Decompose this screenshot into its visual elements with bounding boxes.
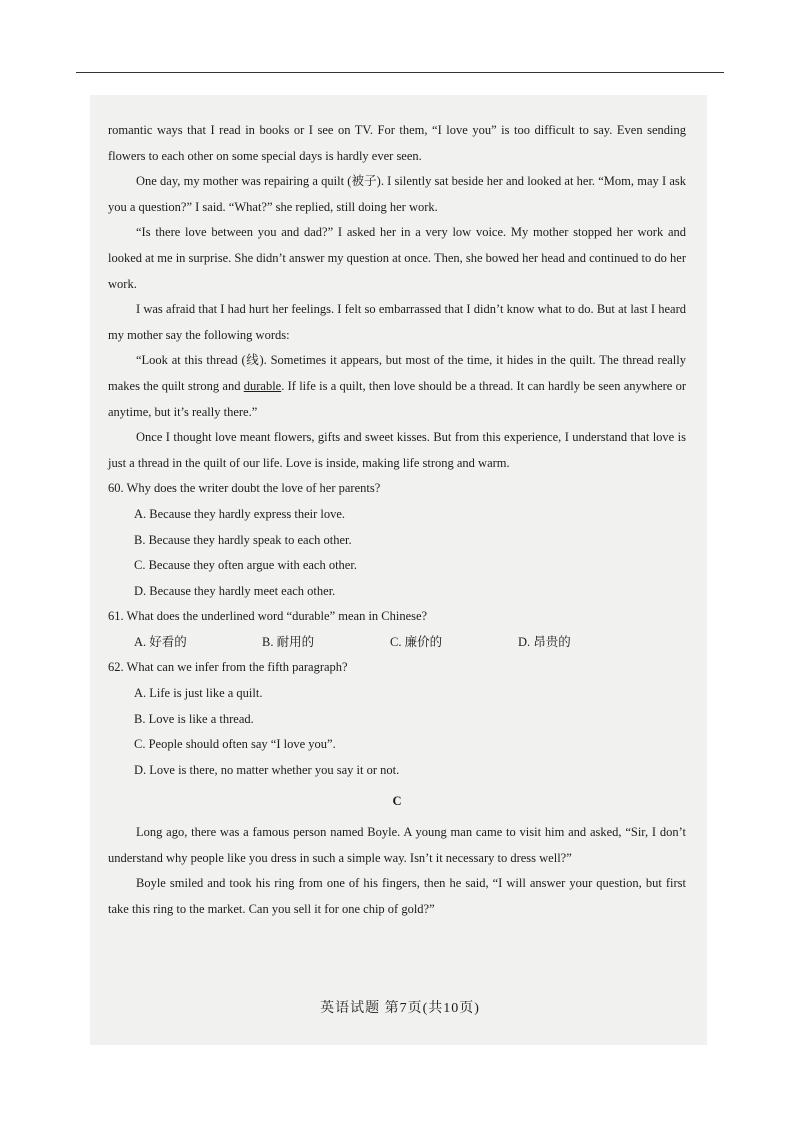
question-62-option-b: B. Love is like a thread. [134, 711, 254, 726]
passage-b-paragraph-4: I was afraid that I had hurt her feelings. I felt so embarrassed that I didn’t know what to do. But at last I heard my mother say the following words: [108, 302, 686, 342]
question-60-option-d: D. Because they hardly meet each other. [134, 583, 336, 598]
question-60-option-c: C. Because they often argue with each other. [134, 558, 357, 573]
passage-c-paragraph-1: Long ago, there was a famous person named Boyle. A young man came to visit him and asked, “Sir, I don’t understand why people like you dress in such a simple way. Isn’t it necessary to dress well?” [108, 825, 686, 865]
question-62-stem: 62. What can we infer from the fifth paragraph? [108, 660, 348, 675]
passage-b-paragraph-3: “Is there love between you and dad?” I asked her in a very low voice. My mother stopped her work and looked at me in surprise. She didn’t answer my question at once. Then, she bowed her head and continued to do her work. [108, 225, 686, 291]
passage-c-heading: C [392, 794, 402, 809]
question-61-option-c: C. 廉价的 [390, 634, 443, 649]
exam-content [108, 118, 686, 922]
underlined-word-durable: durable [243, 378, 282, 393]
question-61-option-b: B. 耐用的 [262, 634, 315, 649]
question-60-stem: 60. Why does the writer doubt the love of her parents? [108, 481, 381, 496]
passage-b-paragraph-1: romantic ways that I read in books or I see on TV. For them, “I love you” is too difficult to say. Even sending flowers to each other on some special days is hardly ever seen. [108, 123, 686, 163]
question-60-option-a: A. Because they hardly express their love. [134, 506, 346, 521]
question-62-option-a: A. Life is just like a quilt. [134, 686, 263, 701]
passage-b-paragraph-6: Once I thought love meant flowers, gifts and sweet kisses. But from this experience, I understand that love is just a thread in the quilt of our life. Love is inside, making life strong and warm. [108, 430, 686, 470]
header-rule [76, 72, 724, 73]
question-62-option-d: D. Love is there, no matter whether you say it or not. [134, 762, 400, 777]
paragraph-5-text-end: . If life is a quilt, then love should be a thread. It can hardly be seen anywhere or anytime, but it’s really there.” [108, 378, 687, 419]
page-footer: 英语试题 第7页(共10页) [320, 1001, 480, 1016]
passage-b-paragraph-5 [108, 348, 686, 425]
question-61-option-d: D. 昂贵的 [518, 634, 571, 649]
passage-c-paragraph-2: Boyle smiled and took his ring from one of his fingers, then he said, “I will answer your question, but first take this ring to the market. Can you sell it for one chip of gold?” [108, 876, 686, 916]
question-61-options [108, 630, 686, 656]
question-61-option-a: A. 好看的 [134, 634, 187, 649]
question-60-option-b: B. Because they hardly speak to each other. [134, 532, 352, 547]
paragraph-5-text-start: “Look at this thread (线). Sometimes it appears, but most of the time, it hides in the quilt. The thread really makes the quilt strong and [108, 353, 686, 393]
question-62-option-c: C. People should often say “I love you”. [134, 737, 336, 752]
passage-b-paragraph-2: One day, my mother was repairing a quilt (被子). I silently sat beside her and looked at her. “Mom, may I ask you a question?” I said. “What?” she replied, still doing her work. [108, 174, 686, 214]
question-61-stem: 61. What does the underlined word “durable” mean in Chinese? [108, 609, 428, 624]
